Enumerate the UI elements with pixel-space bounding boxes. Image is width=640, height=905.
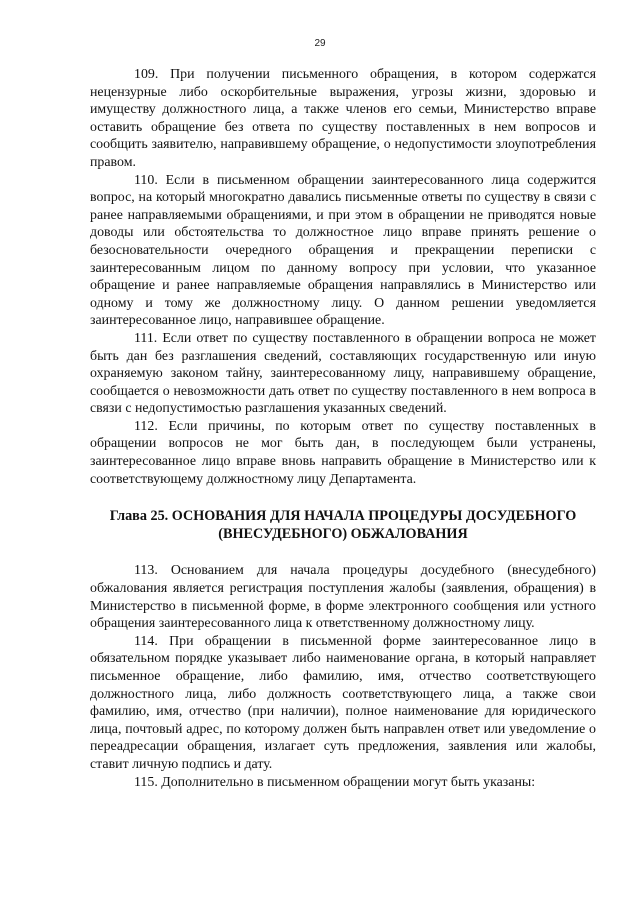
document-body	[90, 66, 596, 791]
paragraph-115: 115. Дополнительно в письменном обращении могут быть указаны:	[134, 774, 536, 790]
paragraph-113: 113. Основанием для начала процедуры досудебного (внесудебного) обжалования является регистрация поступления жалобы (заявления, обращения) в Министерство в письменной форме, в форме электронного сообщения или устного обращения заинтересованного лица к ответственному должностному лицу.	[90, 563, 596, 632]
paragraph-110: 110. Если в письменном обращении заинтересованного лица содержится вопрос, на который многократно давались письменные ответы по существу в связи с ранее направляемыми обращениями, и при этом в обращении не приводятся новые доводы или обстоятельства то должностное лицо вправе принять решение о безосновательности очередного обращения и прекращении переписки с заинтересованным лицом по данному вопросу при условии, что указанное обращение и ранее направляемые обращения направлялись в Министерство или одному и тому же должностному лицу. О данном решении уведомляется заинтересованное лицо, направившее обращение.	[90, 172, 596, 329]
paragraph-112: 112. Если причины, по которым ответ по существу поставленных в обращении вопросов не мог быть дан, в последующем были устранены, заинтересованное лицо вправе вновь направить обращение в Министерство или к соответствующему должностному лицу Департамента.	[90, 418, 596, 487]
paragraph-109: 109. При получении письменного обращения, в котором содержатся нецензурные либо оскорбительные выражения, угрозы жизни, здоровью и имуществу должностного лица, а также членов его семьи, Министерство вправе оставить обращение без ответа по существу поставленных в нем вопросов и сообщить заявителю, направившему обращение, о недопустимости злоупотребления правом.	[90, 67, 596, 170]
chapter-heading-line-2: (ВНЕСУДЕБНОГО) ОБЖАЛОВАНИЯ	[218, 525, 468, 542]
chapter-heading	[90, 508, 596, 543]
chapter-heading-line-1: Глава 25. ОСНОВАНИЯ ДЛЯ НАЧАЛА ПРОЦЕДУРЫ ДОСУДЕБНОГО	[109, 508, 577, 525]
paragraph-114: 114. При обращении в письменной форме заинтересованное лицо в обязательном порядке указывает либо наименование органа, в который направляет письменное обращение, либо фамилию, имя, отчество соответствующего должностного лица, либо должность соответствующего лица, а также свои фамилию, имя, отчество (при наличии), полное наименование для юридического лица, почтовый адрес, по которому должен быть направлен ответ или уведомление о переадресации обращения, излагает суть предложения, заявления или жалобы, ставит личную подпись и дату.	[90, 633, 596, 772]
page-number: 29	[314, 38, 326, 49]
paragraph-111: 111. Если ответ по существу поставленного в обращении вопроса не может быть дан без разглашения сведений, составляющих государственную или иную охраняемую законом тайну, заинтересованному лицу, направившему обращение, сообщается о невозможности дать ответ по существу поставленного в нем вопроса в связи с недопустимостью разглашения указанных сведений.	[90, 330, 596, 417]
